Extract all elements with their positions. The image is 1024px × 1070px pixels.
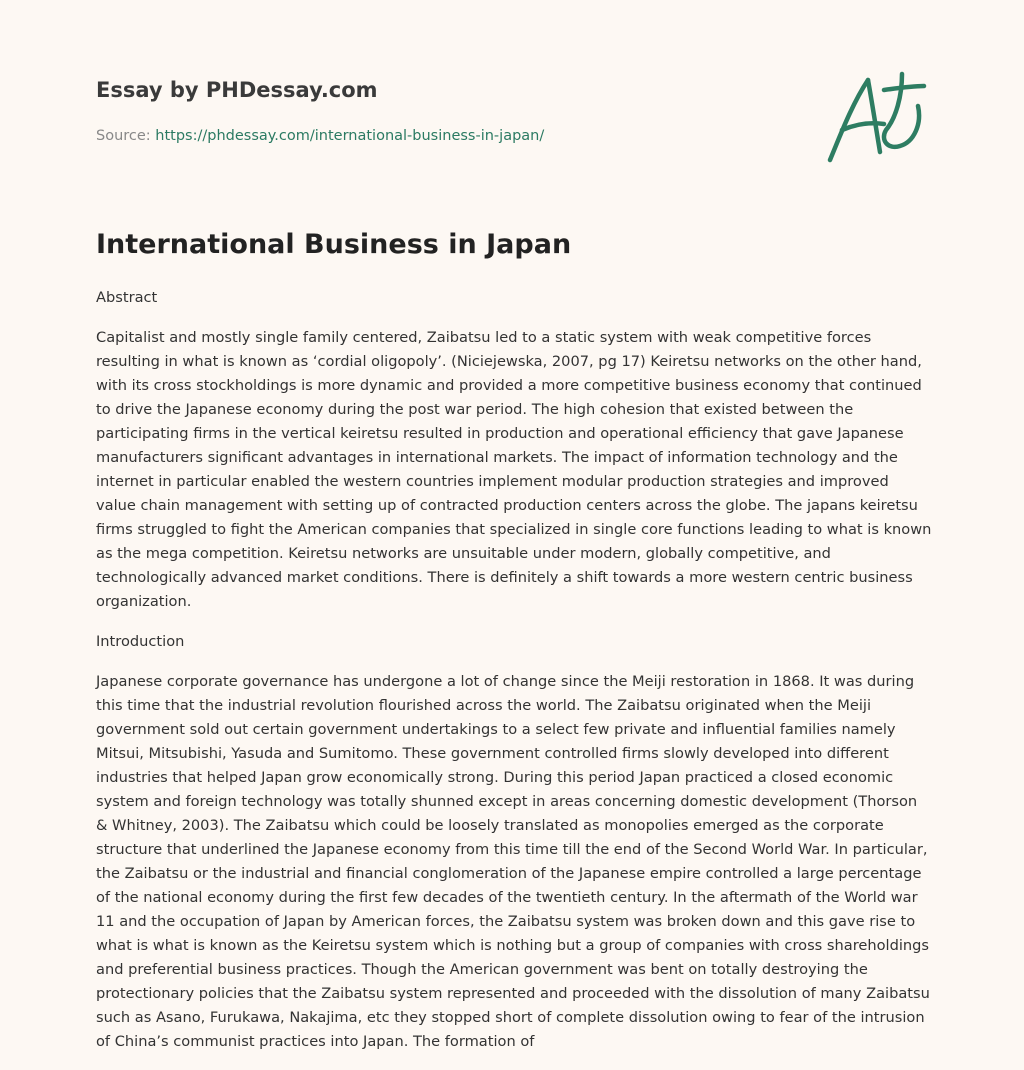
introduction-heading: Introduction bbox=[96, 633, 185, 650]
abstract-paragraph: Capitalist and mostly single family centered, Zaibatsu led to a static system with weak competitive forces resulting in what is known as ‘cordial oligopoly’. (Niciejewska, 2007, pg 17) Keiretsu networks on the other hand, with its cross stockholdings is more dynamic and provided a more competitive business economy that continued to drive the Japanese economy during the post war period. The high cohesion that existed between the participating firms in the vertical keiretsu resulted in production and operational efficiency that gave Japanese manufacturers significant advantages in international markets. The impact of information technology and the internet in particular enabled the western countries implement modular production strategies and improved value chain management with setting up of contracted production centers across the globe. The japans keiretsu firms struggled to fight the American companies that specialized in single core functions leading to what is known as the mega competition. Keiretsu networks are unsuitable under modern, globally competitive, and technologically advanced market conditions. There is definitely a shift towards a more western centric business organization. bbox=[96, 329, 932, 610]
essay-body bbox=[96, 286, 932, 1070]
site-title: Essay by PHDessay.com bbox=[96, 78, 378, 102]
abstract-heading: Abstract bbox=[96, 289, 158, 306]
introduction-paragraph: Japanese corporate governance has undergone a lot of change since the Meiji restoration in 1868. It was during this time that the industrial revolution flourished across the world. The Zaibatsu originated when the Meiji government sold out certain government undertakings to a select few private and influential families namely Mitsui, Mitsubishi, Yasuda and Sumitomo. These government controlled firms slowly developed into different industries that helped Japan grow economically strong. During this period Japan practiced a closed economic system and foreign technology was totally shunned except in areas concerning domestic development (Thorson & Whitney, 2003). The Zaibatsu which could be loosely translated as monopolies emerged as the corporate structure that underlined the Japanese economy from this time till the end of the Second World War. In particular, the Zaibatsu or the industrial and financial conglomeration of the Japanese empire controlled a large percentage of the national economy during the first few decades of the twentieth century. In the aftermath of the World war 11 and the occupation of Japan by American forces, the Zaibatsu system was broken down and this gave rise to what is what is known as the Keiretsu system which is nothing but a group of companies with cross shareholdings and preferential business practices. Though the American government was bent on totally destroying the protectionary policies that the Zaibatsu system represented and proceeded with the dissolution of many Zaibatsu such as Asano, Furukawa, Nakajima, etc they stopped short of complete dissolution owing to fear of the intrusion of China’s communist practices into Japan. The formation of bbox=[96, 673, 930, 1050]
source-label: Source: bbox=[96, 128, 156, 144]
bottom-fade bbox=[0, 1050, 1024, 1068]
source-link[interactable]: https://phdessay.com/international-business-in-japan/ bbox=[155, 128, 545, 144]
essay-header bbox=[96, 76, 796, 146]
source-line bbox=[96, 126, 796, 146]
a-plus-logo-icon bbox=[822, 66, 930, 166]
a-plus-logo bbox=[822, 66, 930, 166]
essay-title: International Business in Japan bbox=[96, 229, 572, 260]
